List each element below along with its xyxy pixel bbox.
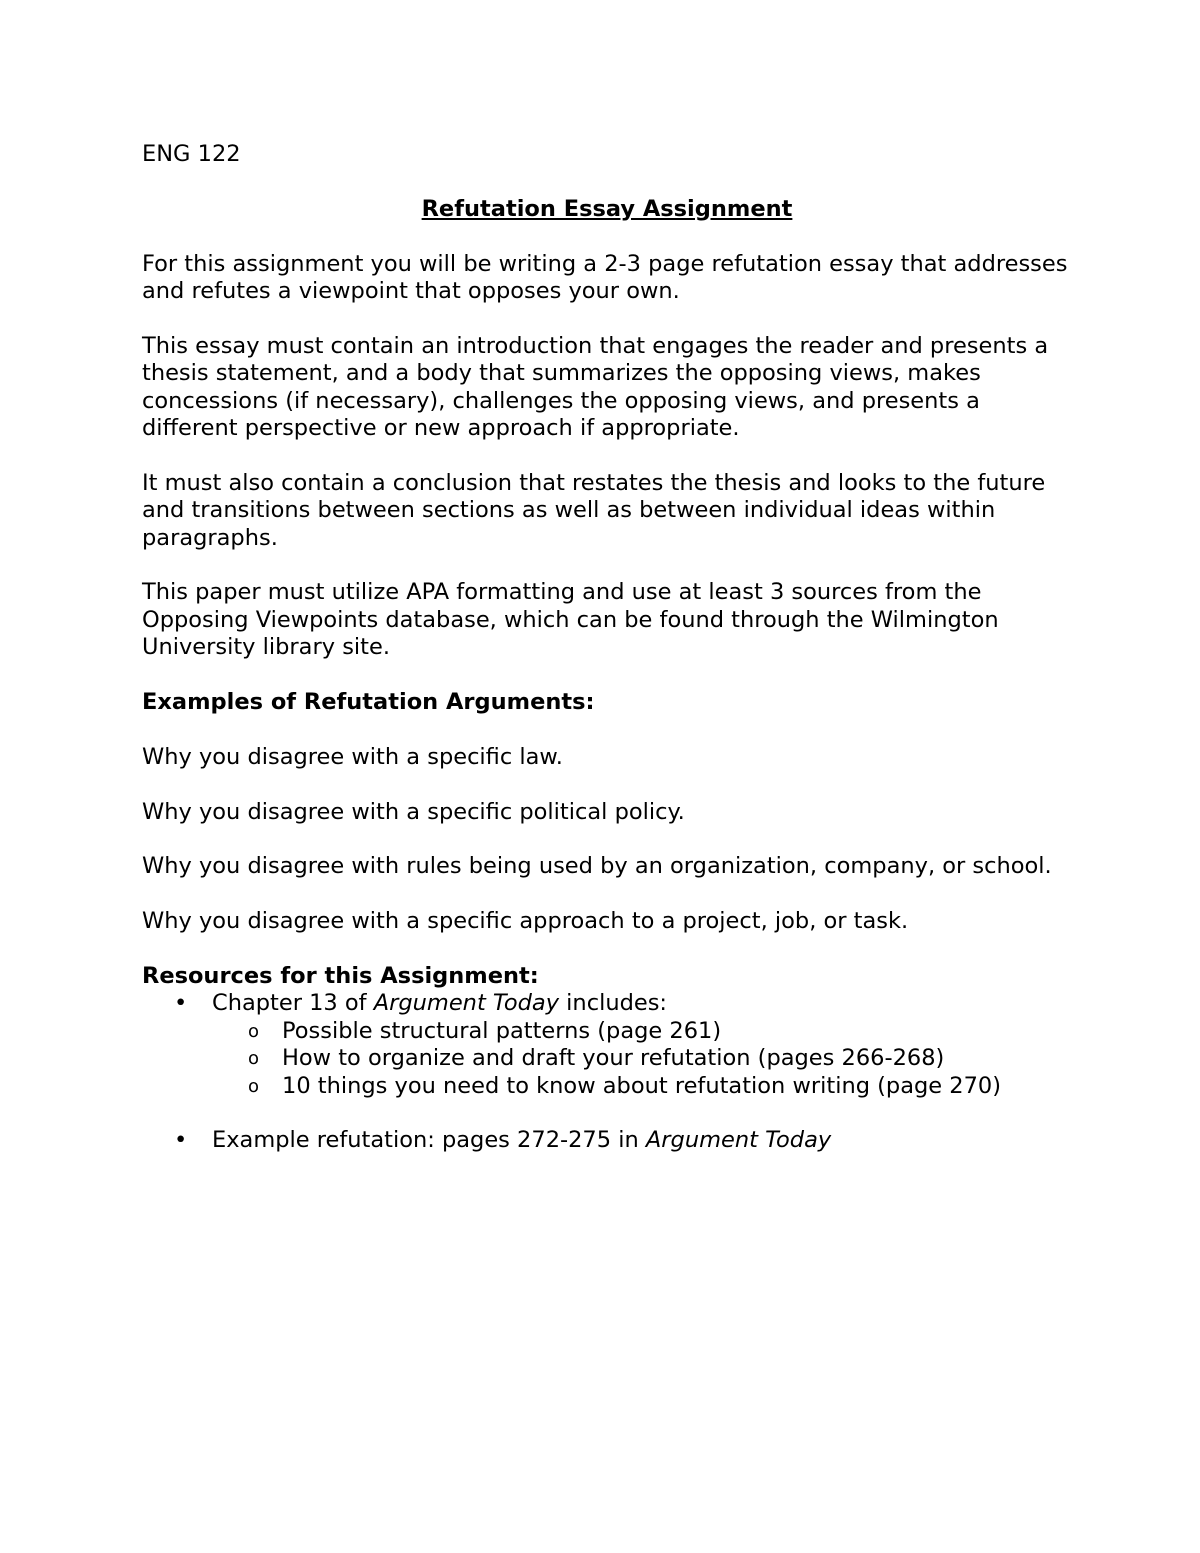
page-title: Refutation Essay Assignment xyxy=(421,195,793,222)
resource-subitem xyxy=(212,1018,1072,1045)
resources-heading: Resources for this Assignment: xyxy=(142,963,539,990)
circle-bullet-icon: o xyxy=(248,1048,260,1070)
resource-subitem xyxy=(212,1045,1072,1072)
example-item: Why you disagree with rules being used by an organization, company, or school. xyxy=(142,853,1052,880)
example-item: Why you disagree with a specific law. xyxy=(142,743,563,770)
circle-bullet-icon: o xyxy=(248,1020,260,1042)
resource-subitem-text: Possible structural patterns (page 261) xyxy=(282,1017,722,1044)
examples-heading: Examples of Refutation Arguments: xyxy=(142,689,595,716)
list-spacer xyxy=(142,1100,1072,1127)
bullet-icon: • xyxy=(174,990,188,1017)
course-code: ENG 122 xyxy=(142,141,241,167)
paragraph-conclusion: It must also contain a conclusion that restates the thesis and looks to the future and transitions between sections as well as between individual ideas within paragraphs. xyxy=(142,469,1046,551)
document-body xyxy=(142,141,1072,1155)
paragraph-intro: For this assignment you will be writing a 2-3 page refutation essay that addresses and refutes a viewpoint that opposes your own. xyxy=(142,250,1068,304)
paragraph-formatting: This paper must utilize APA formatting and use at least 3 sources from the Opposing Viewpoints database, which can be found through the Wilmington University library site. xyxy=(142,579,999,661)
book-title: Argument Today xyxy=(645,1127,832,1154)
resource-item-example xyxy=(142,1127,1072,1154)
resource-sublist xyxy=(212,1018,1072,1100)
paragraph-structure: This essay must contain an introduction that engages the reader and presents a thesis statement, and a body that summarizes the opposing views, makes concessions (if necessary), challenges the opposing views, and presents a different perspective or new approach if appropriate. xyxy=(142,332,1049,442)
resource-text-prefix: Example refutation: pages 272-275 in xyxy=(212,1127,646,1154)
resources-list xyxy=(142,990,1072,1154)
circle-bullet-icon: o xyxy=(248,1075,260,1097)
resource-subitem-text: How to organize and draft your refutation (pages 266-268) xyxy=(282,1045,945,1072)
resource-text-suffix: includes: xyxy=(559,990,668,1017)
resource-subitem-text: 10 things you need to know about refutation writing (page 270) xyxy=(282,1072,1001,1099)
resource-item-chapter xyxy=(142,990,1072,1100)
example-item: Why you disagree with a specific political policy. xyxy=(142,798,685,825)
resource-subitem xyxy=(212,1073,1072,1100)
resource-text-prefix: Chapter 13 of xyxy=(212,990,374,1017)
example-item: Why you disagree with a specific approach to a project, job, or task. xyxy=(142,908,909,935)
bullet-icon: • xyxy=(174,1127,188,1154)
book-title: Argument Today xyxy=(373,990,560,1017)
